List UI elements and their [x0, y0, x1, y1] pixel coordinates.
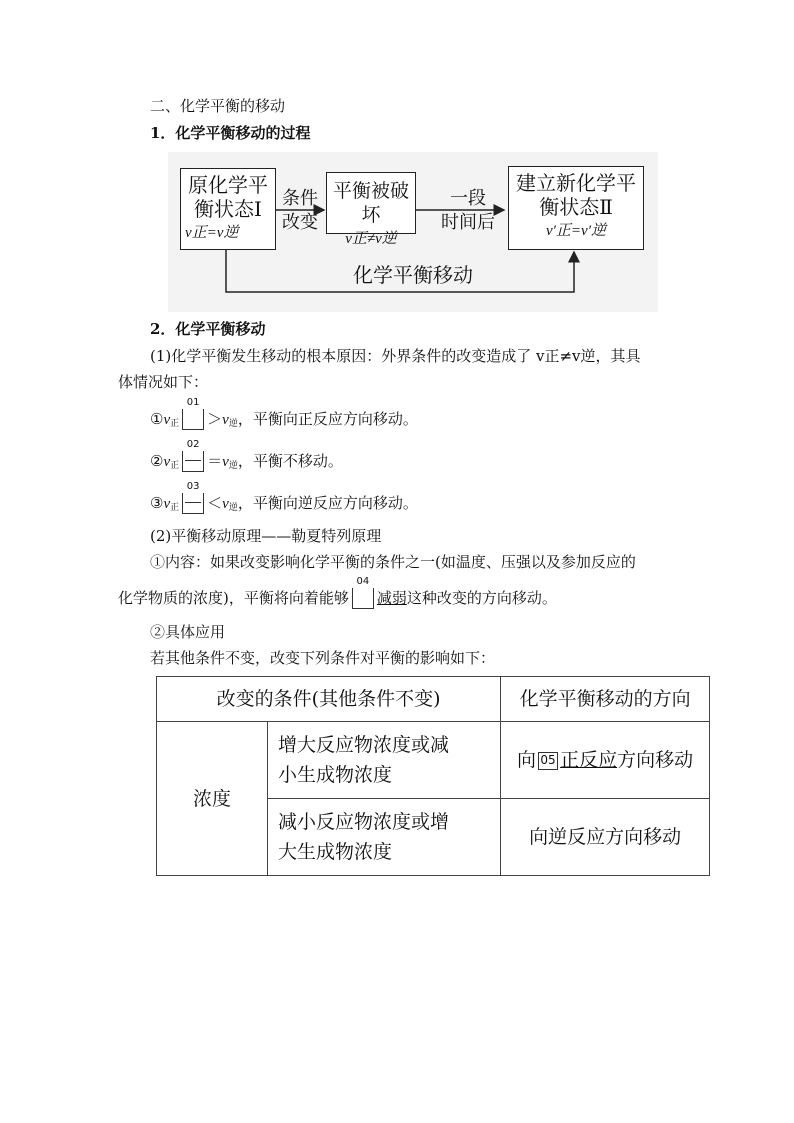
blank-02-number: 02 — [186, 439, 200, 450]
row1-condition — [268, 722, 501, 799]
table-row — [157, 722, 710, 799]
para2-line2-post: 这种改变的方向移动。 — [406, 589, 557, 607]
row1-condition-line1: 增大反应物浓度或减 — [278, 734, 450, 756]
item-1-marker: ① — [150, 410, 164, 428]
blank-02 — [182, 439, 204, 472]
para1-line2: 体情况如下： — [118, 373, 209, 391]
state-1-line2: 衡状态Ⅰ — [194, 197, 262, 221]
item-2-marker: ② — [150, 452, 164, 470]
state-broken-line1: 平衡被破坏 — [332, 180, 409, 226]
arrow-2-label-top: 一段 — [450, 188, 486, 209]
blank-04-number: 04 — [356, 576, 370, 587]
header-condition: 改变的条件(其他条件不变) — [157, 677, 501, 722]
sub2-title: 2．化学平衡移动 — [150, 320, 266, 338]
state-1-line1: 原化学平 — [188, 173, 268, 197]
header-direction: 化学平衡移动的方向 — [501, 677, 710, 722]
arrow-1-label-top: 条件 — [282, 188, 318, 209]
row1-condition-line2: 小生成物浓度 — [278, 764, 393, 786]
blank-03-number: 03 — [186, 481, 200, 492]
blank-01-number: 01 — [186, 397, 200, 408]
item-3-marker: ③ — [150, 494, 164, 512]
blank-05-answer: 正反应 — [560, 749, 618, 771]
blank-04 — [352, 576, 374, 609]
diagram-bottom-label: 化学平衡移动 — [353, 263, 473, 287]
item-3-sign: ＜ — [207, 494, 223, 512]
conditions-table — [156, 676, 710, 876]
state-broken-formula: v正≠v逆 — [345, 231, 397, 247]
para2-line2-pre: 化学物质的浓度)，平衡将向着能够 — [118, 589, 349, 607]
blank-01 — [182, 397, 204, 430]
state-broken-box — [326, 172, 416, 247]
row2-condition — [268, 799, 501, 876]
state-2-line2: 衡状态Ⅱ — [539, 195, 613, 219]
item-3-text: ，平衡向逆反应方向移动。 — [237, 494, 418, 512]
para1-line1: (1)化学平衡发生移动的根本原因：外界条件的改变造成了 v正≠v逆，其具 — [150, 347, 641, 365]
item-2-sign: ＝ — [207, 452, 223, 470]
arrow-1-label-bottom: 改变 — [282, 212, 318, 233]
state-2-box — [508, 166, 644, 250]
group-label-concentration: 浓度 — [157, 722, 268, 876]
process-diagram — [168, 152, 658, 312]
blank-03 — [182, 481, 204, 514]
para2-title: (2)平衡移动原理——勒夏特列原理 — [150, 527, 382, 545]
item-2-text: ，平衡不移动。 — [237, 452, 343, 470]
row1-direction — [501, 722, 710, 799]
state-1-box — [180, 168, 276, 250]
blank-04-answer: 减弱 — [376, 589, 407, 607]
state-1-formula: v正=v逆 — [185, 225, 239, 241]
row2-condition-line2: 大生成物浓度 — [278, 841, 393, 863]
row1-dir-post: 方向移动 — [617, 749, 694, 771]
sub1-title: 1．化学平衡移动的过程 — [150, 124, 311, 142]
arrow-2-label-bottom: 时间后 — [441, 212, 495, 233]
row2-condition-line1: 减小反应物浓度或增 — [278, 811, 450, 833]
para3-title: ②具体应用 — [150, 623, 226, 641]
state-2-formula: v′正=v′逆 — [545, 223, 606, 239]
table-header-row — [157, 677, 710, 722]
para2-line2 — [118, 576, 557, 609]
state-2-line1: 建立新化学平 — [516, 171, 636, 195]
item-1-text: ，平衡向正反应方向移动。 — [237, 410, 418, 428]
blank-05: 05 — [538, 752, 558, 770]
para3-line: 若其他条件不变，改变下列条件对平衡的影响如下： — [150, 649, 496, 667]
item-3: $③v_正$ 03 $<v_逆$，平衡向逆反应方向移动。 — [150, 481, 418, 513]
item-1-sign: ＞ — [207, 410, 223, 428]
section-title: 二、化学平衡的移动 — [150, 97, 286, 115]
item-1: $①v_正$ 01 $>v_逆$，平衡向正反应方向移动。 — [150, 397, 418, 429]
row2-direction: 向逆反应方向移动 — [501, 799, 710, 876]
row1-dir-pre: 向 — [517, 749, 537, 771]
item-2: $②v_正$ 02 $=v_逆$，平衡不移动。 — [150, 439, 343, 471]
para2-line1: ①内容：如果改变影响化学平衡的条件之一(如温度、压强以及参加反应的 — [150, 553, 636, 571]
